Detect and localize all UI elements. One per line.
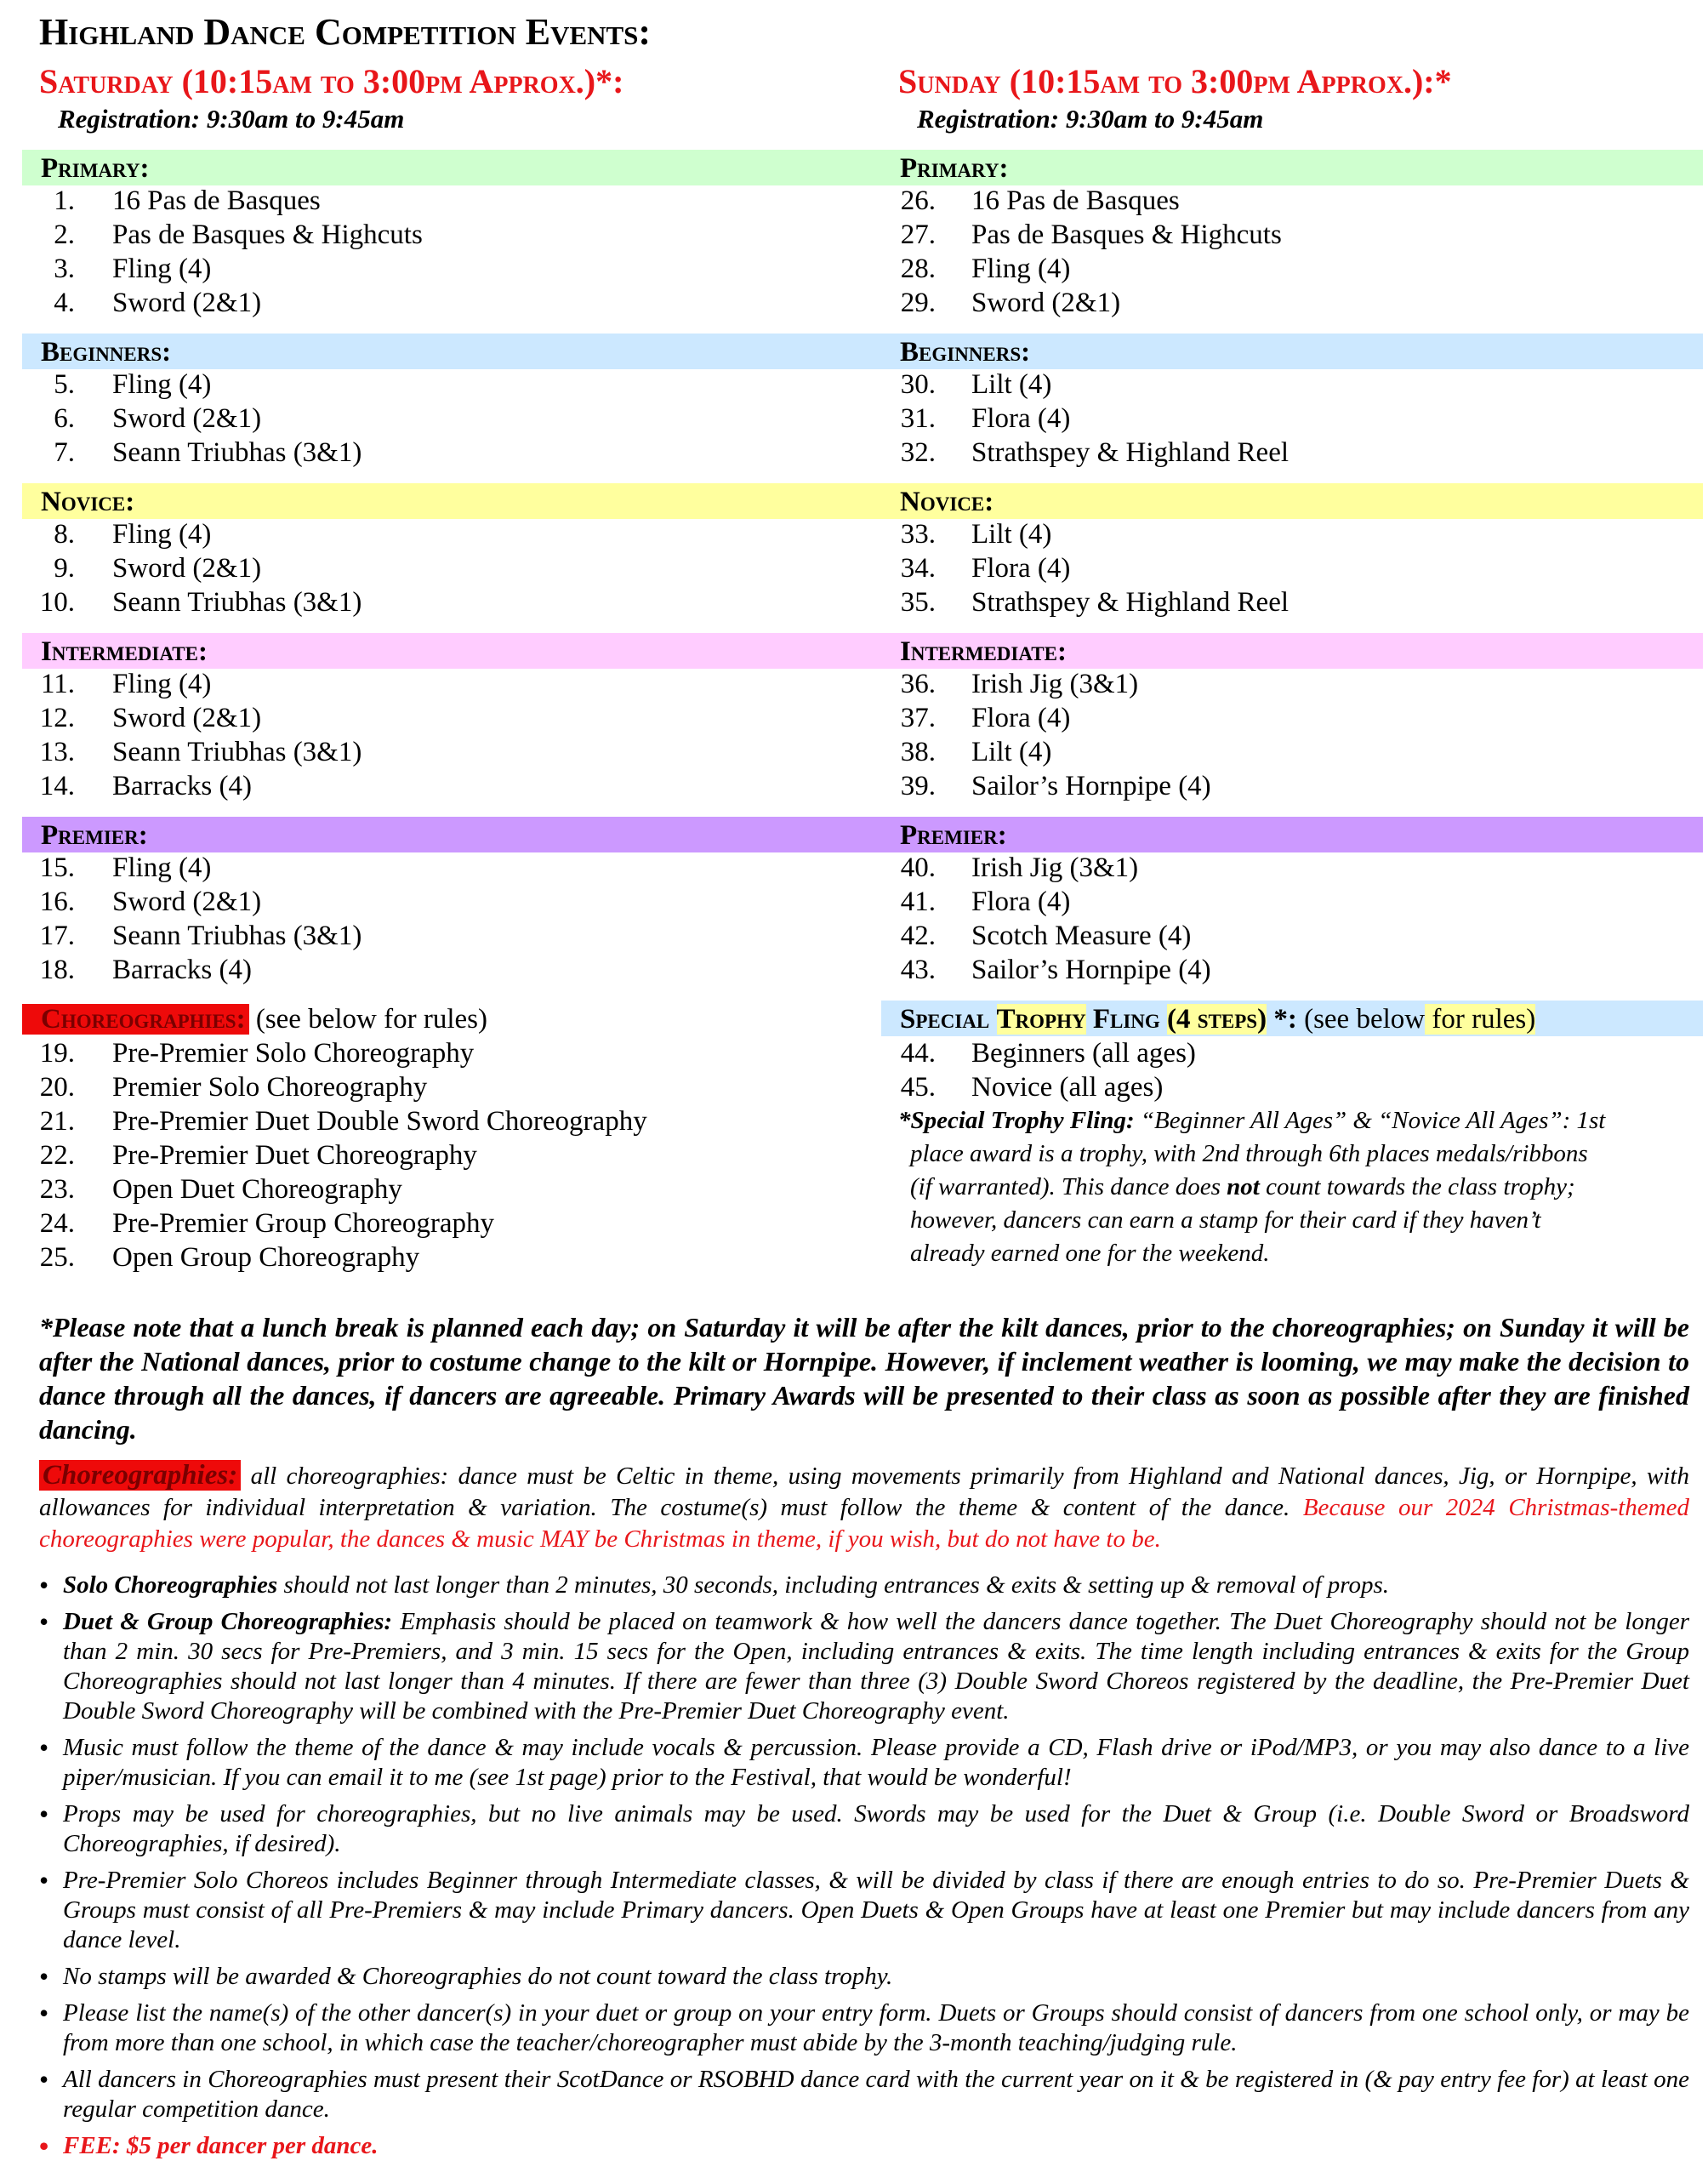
list-item: [22, 667, 881, 701]
list-item: [22, 701, 881, 735]
item-label: Pre-Premier Solo Choreography: [112, 1038, 475, 1069]
level-block-primary: [881, 150, 1703, 320]
item-label: Sword (2&1): [112, 703, 262, 733]
list-item: [22, 1172, 881, 1206]
item-number: 9.: [54, 553, 75, 584]
item-label: Fling (4): [112, 669, 212, 699]
item-number: 31.: [900, 403, 936, 434]
item-number: 37.: [900, 703, 936, 733]
trophy-note: [881, 1104, 1689, 1270]
event-list: [881, 667, 1703, 803]
level-header-novice: Novice:: [22, 483, 881, 519]
list-item: [22, 184, 881, 218]
item-number: 1.: [54, 185, 75, 216]
choreography-rules-label: Choreographies:: [39, 1460, 241, 1491]
list-item: [881, 402, 1703, 436]
item-label: Premier Solo Choreography: [112, 1072, 428, 1103]
saturday-registration: Registration: 9:30am to 9:45am: [58, 104, 405, 134]
event-list: [22, 368, 881, 470]
item-label: Sailor’s Hornpipe (4): [971, 955, 1211, 985]
item-label: 16 Pas de Basques: [112, 185, 321, 216]
item-label: Open Group Choreography: [112, 1242, 420, 1273]
list-item: [22, 851, 881, 885]
item-number: 45.: [900, 1072, 936, 1103]
item-number: 27.: [900, 220, 936, 250]
list-item: [22, 252, 881, 286]
level-block-novice: [881, 483, 1703, 619]
item-label: Irish Jig (3&1): [971, 852, 1139, 883]
list-item: [881, 517, 1703, 551]
page-title: Highland Dance Competition Events:: [39, 11, 652, 53]
sunday-title: Sunday (10:15am to 3:00pm Approx.):*: [898, 62, 1452, 100]
level-header-intermediate: Intermediate:: [881, 633, 1703, 669]
list-item: [39, 1571, 1689, 1600]
item-label: Fling (4): [112, 369, 212, 400]
item-number: 2.: [54, 220, 75, 250]
item-label: Irish Jig (3&1): [971, 669, 1139, 699]
list-item: [22, 368, 881, 402]
item-label: Pre-Premier Group Choreography: [112, 1208, 495, 1239]
list-item: [22, 769, 881, 803]
item-label: Fling (4): [112, 519, 212, 550]
choreography-rules: [39, 1460, 1689, 1555]
item-label: Lilt (4): [971, 519, 1052, 550]
trophy-note-not: not: [1227, 1173, 1260, 1200]
level-header-beginners: Beginners:: [22, 334, 881, 369]
item-label: 16 Pas de Basques: [971, 185, 1180, 216]
item-label: Pas de Basques & Highcuts: [112, 220, 423, 250]
list-item: • No stamps will be awarded & Choreographies do not count toward the class trophy.: [39, 1962, 1689, 1992]
list-item: • Music must follow the theme of the dance & may include vocals & percussion. Please provide a CD, Flash drive or iPod/MP3, or you may also dance to a live piper/musician. If you can email it to me (see 1st page) prior to the Festival, that would be wonderful!: [39, 1733, 1689, 1793]
item-number: 12.: [39, 703, 75, 733]
item-label: Flora (4): [971, 403, 1071, 434]
item-number: 6.: [54, 403, 75, 434]
item-label: Strathspey & Highland Reel: [971, 587, 1290, 618]
event-list: [881, 184, 1703, 320]
list-item: [22, 1070, 881, 1104]
item-label: Novice (all ages): [971, 1072, 1164, 1103]
list-item: [881, 769, 1703, 803]
list-item: [881, 218, 1703, 252]
item-number: 18.: [39, 955, 75, 985]
trophy-note-see-below: (see below: [1296, 1004, 1426, 1035]
item-label: Lilt (4): [971, 737, 1052, 767]
list-item: [22, 919, 881, 953]
item-label: Flora (4): [971, 887, 1071, 917]
event-list: [22, 517, 881, 619]
item-number: 19.: [39, 1038, 75, 1069]
item-label: Sword (2&1): [112, 403, 262, 434]
event-list: [881, 517, 1703, 619]
choreographies-note: (see below for rules): [248, 1004, 487, 1035]
list-item: [22, 1206, 881, 1240]
item-number: 23.: [39, 1174, 75, 1205]
trophy-note-line: [898, 1171, 1689, 1204]
item-number: 8.: [54, 519, 75, 550]
bullet-text: should not last longer than 2 minutes, 30 seconds, including entrances & exits & setting up & removal of props.: [277, 1571, 1389, 1599]
trophy-note-text: “Beginner All Ages” & “Novice All Ages”: 1st: [1134, 1107, 1606, 1134]
list-item: [881, 252, 1703, 286]
choreographies-list: [22, 1036, 881, 1274]
item-number: 15.: [39, 852, 75, 883]
level-block-primary: [22, 150, 881, 320]
bullet-bold: Duet & Group Choreographies:: [63, 1608, 393, 1635]
choreography-rules-text: all choreographies: dance must be Celtic in theme, using movements primarily from Highland and National dances, Jig, or Hornpipe, with allowances for individual interpretation & variation. The costume(s) must follow the theme & content of the dance.: [39, 1462, 1689, 1521]
list-item: [881, 1036, 1703, 1070]
fee-item: • FEE: $5 per dancer per dance.: [39, 2131, 1689, 2161]
item-label: Flora (4): [971, 553, 1071, 584]
saturday-levels: [22, 150, 881, 987]
list-item: • Please list the name(s) of the other dancer(s) in your duet or group on your entry form. Duets or Groups should consist of dancers from one school only, or may be from more than one school, in which case the teacher/choreographer must abide by the 3-month teaching/judging rule.: [39, 1998, 1689, 2058]
item-label: Pre-Premier Duet Double Sword Choreography: [112, 1106, 647, 1137]
bullet-bold: Solo Choreographies: [63, 1571, 278, 1599]
trophy-list: [881, 1036, 1703, 1104]
item-label: Beginners (all ages): [971, 1038, 1196, 1069]
list-item: [22, 402, 881, 436]
item-number: 22.: [39, 1140, 75, 1171]
item-number: 30.: [900, 369, 936, 400]
level-block-beginners: [22, 334, 881, 470]
trophy-word-asterisk: *:: [1273, 1004, 1297, 1035]
list-item: [22, 1240, 881, 1274]
item-label: Seann Triubhas (3&1): [112, 737, 362, 767]
item-number: 3.: [54, 254, 75, 284]
list-item: [881, 667, 1703, 701]
event-list: [881, 851, 1703, 987]
item-label: Sword (2&1): [112, 887, 262, 917]
item-number: 10.: [39, 587, 75, 618]
trophy-note-text: count towards the class trophy;: [1259, 1173, 1575, 1200]
item-label: Barracks (4): [112, 771, 253, 801]
trophy-note-text: however, dancers can earn a stamp for their card if they haven’t: [910, 1206, 1541, 1234]
list-item: [881, 885, 1703, 919]
item-number: 16.: [39, 887, 75, 917]
trophy-note-text: (if warranted). This dance does: [910, 1173, 1221, 1200]
item-number: 20.: [39, 1072, 75, 1103]
trophy-word-fling: Fling: [1092, 1004, 1160, 1035]
item-number: 29.: [900, 288, 936, 318]
list-item: [881, 436, 1703, 470]
item-number: 28.: [900, 254, 936, 284]
christmas-theme-note: Because our 2024 Christmas-themed choreographies were popular, the dances & music MAY be Christmas in theme, if you wish, but do not have to be.: [39, 1494, 1689, 1553]
rules-bullet-list: [39, 1571, 1689, 2168]
trophy-word-trophy: Trophy: [996, 1004, 1086, 1035]
list-item: [22, 551, 881, 585]
list-item: [22, 286, 881, 320]
choreographies-header: [22, 1001, 881, 1036]
item-label: Sword (2&1): [971, 288, 1121, 318]
list-item: [22, 218, 881, 252]
item-label: Barracks (4): [112, 955, 253, 985]
saturday-title: Saturday (10:15am to 3:00pm Approx.)*:: [39, 62, 624, 100]
level-block-premier: [881, 817, 1703, 987]
item-number: 26.: [900, 185, 936, 216]
item-number: 11.: [40, 669, 75, 699]
item-number: 24.: [39, 1208, 75, 1239]
sunday-registration: Registration: 9:30am to 9:45am: [917, 104, 1264, 134]
item-number: 25.: [39, 1242, 75, 1273]
item-number: 13.: [39, 737, 75, 767]
saturday-column: [22, 61, 881, 1274]
level-block-intermediate: [22, 633, 881, 803]
item-label: Sailor’s Hornpipe (4): [971, 771, 1211, 801]
item-number: 35.: [900, 587, 936, 618]
level-block-intermediate: [881, 633, 1703, 803]
trophy-note-text: already earned one for the weekend.: [910, 1240, 1270, 1267]
list-item: [881, 953, 1703, 987]
list-item: [22, 1138, 881, 1172]
item-label: Pas de Basques & Highcuts: [971, 220, 1282, 250]
list-item: [22, 735, 881, 769]
item-label: Sword (2&1): [112, 288, 262, 318]
list-item: • Pre-Premier Solo Choreos includes Beginner through Intermediate classes, & will be divided by class if there are enough entries to do so. Pre-Premier Duets & Groups must consist of all Pre-Premiers & may include Primary dancers. Open Duets & Open Groups have at least one Premier but may include dancers from any dance level.: [39, 1866, 1689, 1955]
list-item: [22, 585, 881, 619]
level-header-beginners: Beginners:: [881, 334, 1703, 369]
level-header-primary: Primary:: [22, 150, 881, 185]
level-block-premier: [22, 817, 881, 987]
sunday-levels: [881, 150, 1703, 987]
list-item: • All dancers in Choreographies must present their ScotDance or RSOBHD dance card with the current year on it & be registered in (& pay entry fee for) at least one regular competition dance.: [39, 2065, 1689, 2124]
item-label: Seann Triubhas (3&1): [112, 437, 362, 468]
trophy-word-steps: (4 steps): [1167, 1004, 1267, 1035]
level-header-intermediate: Intermediate:: [22, 633, 881, 669]
choreographies-label: Choreographies:: [22, 1004, 249, 1035]
event-list: [22, 184, 881, 320]
list-item: [881, 368, 1703, 402]
item-number: 14.: [39, 771, 75, 801]
lunch-break-note: *Please note that a lunch break is planned each day; on Saturday it will be after the kilt dances, prior to the choreographies; on Sunday it will be after the National dances, prior to costume change to the kilt or Hornpipe. However, if inclement weather is looming, we may make the decision to dance through all the dances, if dancers are agreeable. Primary Awards will be presented to their class as soon as possible after they are finished dancing.: [39, 1312, 1689, 1445]
item-number: 42.: [900, 921, 936, 951]
trophy-word-special: Special: [900, 1004, 990, 1035]
list-item: [22, 885, 881, 919]
list-item: [881, 184, 1703, 218]
item-number: 34.: [900, 553, 936, 584]
item-label: Lilt (4): [971, 369, 1052, 400]
list-item: [22, 1104, 881, 1138]
level-block-beginners: [881, 334, 1703, 470]
event-list: [22, 667, 881, 803]
trophy-note-text: place award is a trophy, with 2nd through 6th places medals/ribbons: [910, 1140, 1588, 1167]
event-list: [22, 851, 881, 987]
item-number: 43.: [900, 955, 936, 985]
item-label: Fling (4): [971, 254, 1071, 284]
list-item: [22, 517, 881, 551]
item-label: Scotch Measure (4): [971, 921, 1192, 951]
level-header-premier: Premier:: [22, 817, 881, 852]
level-block-novice: [22, 483, 881, 619]
item-label: Open Duet Choreography: [112, 1174, 402, 1205]
list-item: [22, 953, 881, 987]
list-item: • Props may be used for choreographies, but no live animals may be used. Swords may be used for the Duet & Group (i.e. Double Sword or Broadsword Choreographies, if desired).: [39, 1799, 1689, 1859]
item-label: Fling (4): [112, 254, 212, 284]
list-item: [881, 585, 1703, 619]
item-number: 21.: [39, 1106, 75, 1137]
list-item: [881, 286, 1703, 320]
special-trophy-header: [881, 1001, 1703, 1036]
item-label: Seann Triubhas (3&1): [112, 921, 362, 951]
list-item: [881, 851, 1703, 885]
item-number: 39.: [900, 771, 936, 801]
item-label: Flora (4): [971, 703, 1071, 733]
list-item: [22, 1036, 881, 1070]
sunday-column: [881, 61, 1703, 1270]
item-number: 38.: [900, 737, 936, 767]
item-number: 41.: [900, 887, 936, 917]
event-list: [881, 368, 1703, 470]
item-number: 40.: [900, 852, 936, 883]
item-label: Seann Triubhas (3&1): [112, 587, 362, 618]
level-header-primary: Primary:: [881, 150, 1703, 185]
trophy-note-for-rules: for rules): [1425, 1004, 1536, 1035]
item-number: 4.: [54, 288, 75, 318]
item-number: 33.: [900, 519, 936, 550]
item-label: Strathspey & Highland Reel: [971, 437, 1290, 468]
list-item: [881, 919, 1703, 953]
level-header-premier: Premier:: [881, 817, 1703, 852]
bullet-text: Emphasis should be placed on teamwork & how well the dancers dance together. The Duet Choreography should not be longer than 2 min. 30 secs for Pre-Premiers, and 3 min. 15 secs for the Open, including entrances & exits. The time length including entrances & exits for the Group Choreographies should not last longer than 4 minutes. If there are fewer than three (3) Double Sword Choreos registered by the deadline, the Pre-Premier Duet Double Sword Choreography will be combined with the Pre-Premier Duet Choreography event.: [63, 1608, 1690, 1725]
list-item: [22, 436, 881, 470]
item-label: Pre-Premier Duet Choreography: [112, 1140, 477, 1171]
item-number: 44.: [900, 1038, 936, 1069]
list-item: [881, 1070, 1703, 1104]
list-item: [881, 735, 1703, 769]
item-label: Sword (2&1): [112, 553, 262, 584]
list-item: [39, 1607, 1689, 1726]
list-item: [881, 701, 1703, 735]
item-number: 32.: [900, 437, 936, 468]
list-item: [881, 551, 1703, 585]
item-number: 5.: [54, 369, 75, 400]
item-number: 17.: [39, 921, 75, 951]
level-header-novice: Novice:: [881, 483, 1703, 519]
trophy-note-label: *Special Trophy Fling:: [898, 1107, 1135, 1134]
item-number: 7.: [54, 437, 75, 468]
item-label: Fling (4): [112, 852, 212, 883]
item-number: 36.: [900, 669, 936, 699]
